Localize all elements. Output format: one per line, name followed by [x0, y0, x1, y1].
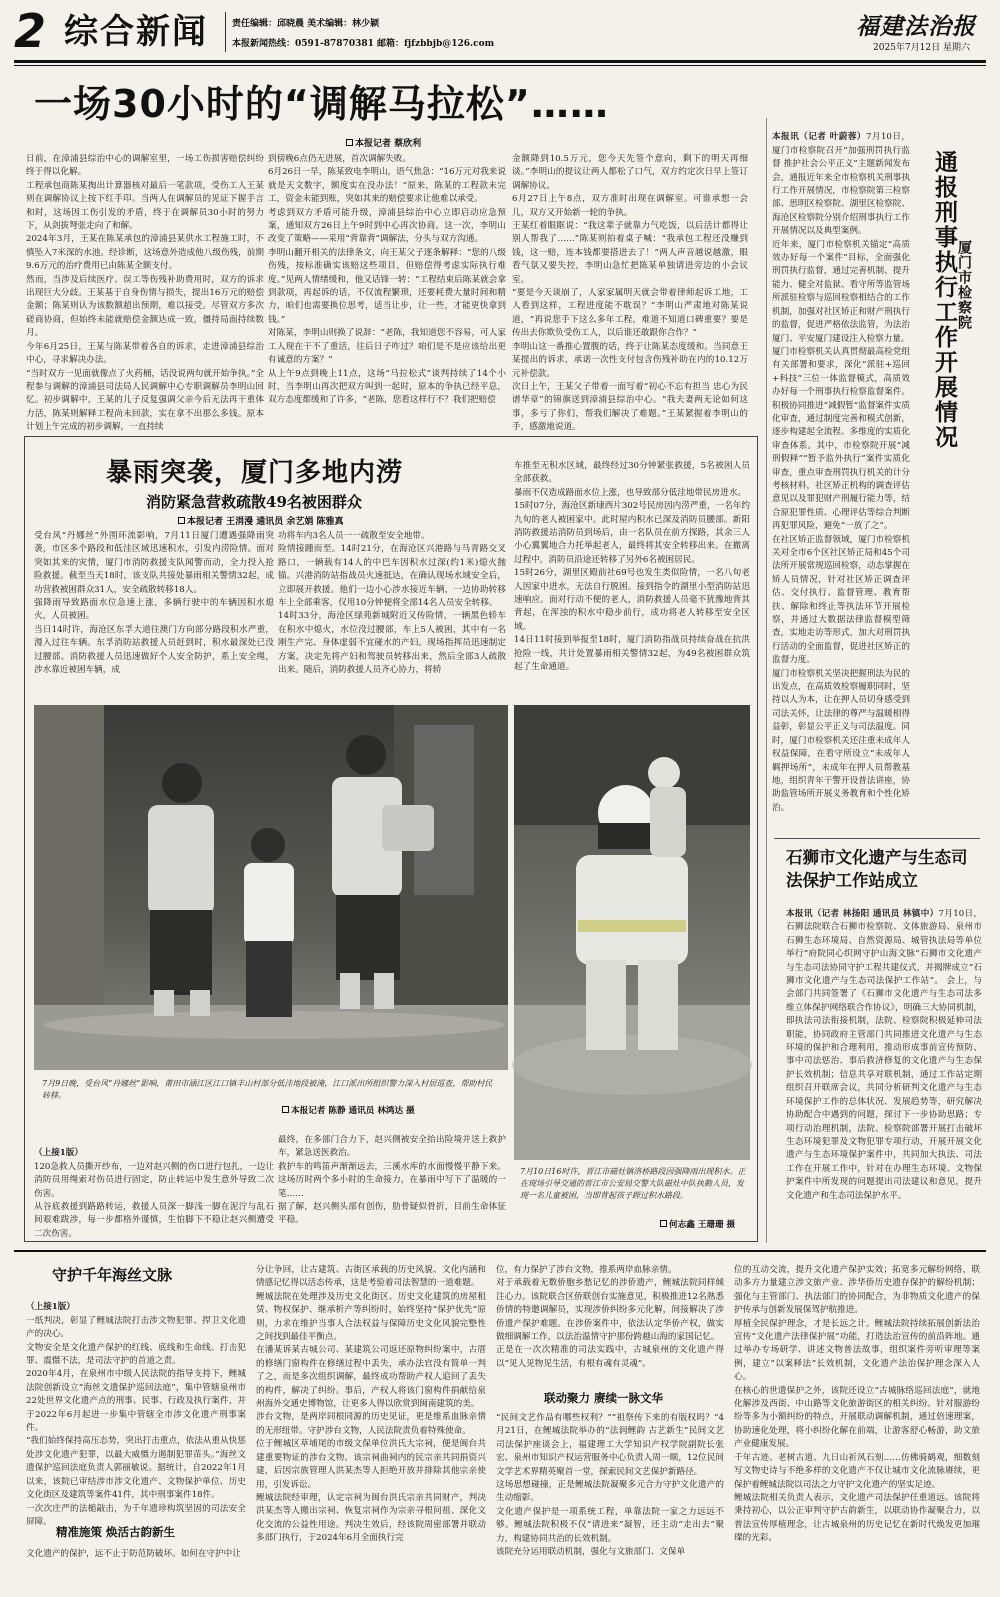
silk-col1-text: 一纸判决，彰显了鲤城法院打击涉文物犯罪、捍卫文化遗产的决心。 文物安全是文化遗产保护的红线、底线和生命线。打击犯罪、震慑不法，是司法守护的首道之责。 2020年4月，在泉州市中级人民法院的指导支持下，鲤城法院创新设立“海丝文遗保护巡回法庭”，集中管辖泉州市22处世界文化遗产点的刑事、民事、行政及执行案件，并于2022年6月起进一步集中管辖全市涉文化遗产刑事案件。 “我们始终保持高压态势，突出打击重点，依法从重从快惩处涉文化遗产犯罪，以最大威慑力遏制犯罪苗头。”海丝文遗保护巡回法庭负责人郭丽敏说。据统计，自2022年1月以来，该院已审结涉市涉文化遗产、文物保护单位、历史文化街区及建筑等案件41件，其中刑事案件18件。 一次次庄严的法槌敲击，为千年遗珍构筑坚固的司法安全屏障。 — [26, 1315, 246, 1527]
issue-date: 2025年7月12日 星期六 — [873, 43, 970, 53]
header-rule-thin — [14, 65, 986, 66]
sidebar1-body: 7月10日，厦门市检察院召开“加强刑罚执行监督 推护社会公平正义”主题新闻发布会，通报近年来全市检察机关刑事执行工作开展情况，市检察院第三检察部、思明区检察院、湖里区检察院、海沧区检察院分别介绍刑事执行工作开展情况以及典型案例。 近年来，厦门市检察机关锚定“高质效办好每一个案件”目标，全面强化刑罚执行监督，通过完善机制、提升能力、健全对监狱、看守所等监管场所派驻检察与巡回检察相结合的工作机制，加强对社区矫正和财产刑执行的监督，促进严格依法监管，为法治厦门、平安厦门建设注入检察力量。 厦门市检察机关认真贯彻最高检党组有关部署和要求，深化“派驻+巡回+科技”三位一体监督模式，高质效办好每一个刑事执行检察监督案件。积极协同推进“减假暂”监督案件实质化审查，通过制度完善和模式创新，逐步构建起全流程、多维度的实质化审查体系。其中，市检察院开展“减刑假释”“暂予监外执行”案件实质化审查，重点审查刑罚执行机关的计分考核材料，社区矫正机构的调查评估意见以及罪犯财产刑履行能力等，结合原犯罪性质、心理评估等综合判断再犯罪风险，避免“一放了之”。 在社区矫正监督领域，厦门市检察机关对全市6个区社区矫正局和45个司法所开展常规巡回检察，动态掌握在矫人员情况，针对社区矫正调查评估、交付执行、监督管理、教育帮扶、解除和终止等执法环节开展检察，并通过大数据法律监督模型筛查，实地走访等形式，加大对刑罚执行活动的全面监督，促进社区矫正的监督力度。 厦门市检察机关坚决把握刑法为民的出发点，在高质效检察履职同时，坚持以人为本，让在押人员切身感受到司法关怀，让法律的尊严与温暖相得益彰，彰显公平正义与司法温度。同时，厦门市检察机关还注重未成年人权益保障，在看守所设立“未成年人羁押场所”，未成年在押人员帮教基地，组织青年干警开设普法讲座，协助监管场所开展义务教育和个性化矫治。 — [772, 132, 911, 813]
stone-byline: 本报讯（记者 林扬阳 通讯员 林镇中） — [786, 909, 939, 919]
lead-col1: 日前，在漳浦县综治中心的调解室里，一场工伤损害赔偿纠纷终于得以化解。 工程承包商陈某掏出计算器核对最后一笔款项，受伤工人王某则在调解协议上按下红手印。当两人在调解员的见证下握手言和时，这场因工伤引发的矛盾，终于在调解员30小时的努力下，从剑拔弩张走向了和解。 2024年3月，王某在陈某承包的漳浦县某供水工程施工时，不慎坠入7米深的水池。经诊断，这场意外造成他八级伤残，前期9.6万元的治疗费用已由陈某全额支付。 然而，当涉及后续医疗、误工等伤残补助费用时，双方的诉求出现巨大分歧。王某基于自身伤情与损失，提出16万元的赔偿金额；陈某则认为该数额超出预期，难以接受。尽管双方多次磋商协商，但始终未能就赔偿金额达成一致，僵持局面持续数月。 今年6月25日，王某与陈某带着各自的诉求，走进漳浦县综治中心，寻求解决办法。 “当时双方一见面就像点了火药桶，话没说两句就开始争执。”全程参与调解的漳浦县司法局人民调解中心专职调解员李明山回忆。初步调解中，王某的儿子反复强调父亲今后无法再干重体力活，陈某则解释工程尚未回款，实在拿不出那么多钱。原本计划上午完成的初步调解，一直持续 — [26, 154, 264, 433]
sidebar1-text — [772, 118, 911, 813]
silk-col2: 分让争回，让古建筑、古街区承载的历史风貌、文化内涵和情感记忆得以活态传承，这是考验着司法智慧的一道难题。 鲤城法院在处理涉及历史文化街区、历史文化建筑的房屋租赁、物权保护、继承析产等纠纷时，始终坚持“保护优先”原则，力求在维护当事人合法权益与保障历史文化风貌完整性之间找到最佳平衡点。 在潘某诉某古城公司、某建筑公司返还原物纠纷案中，古厝的修缮门窗构件在修缮过程中丢失，承办法官没有简单一判了之，而是多次组织调解，最终成功帮助产权人追回了丢失的构件，解决了纠纷。事后，产权人将该门窗构件捐献给泉州海外交通史博物馆，让更多人得以欣赏到闽南建筑的美。 涉台文物，是两岸同根同源的历史见证，更是维系血脉亲情的无形纽带。守护涉台文物，人民法院责负着特殊使命。 位于鲤城区草埔尾的市级文保单位洪氏大宗祠，便是闽台共建重要物证的涉台文物。该宗祠曲祠内的民宗亲共同捐资兴建，后因宗族管理人洪某杰等人拒绝开放并排除其他宗亲使用，引发诉讼。 鲤城法院经审理，认定宗祠为闽台洪氏宗亲共同财产，判决洪某杰等人搬出宗祠、恢复宗祠作为宗亲寻根问祖、深化文化交流的公益性用途。判决生效后，经该院周密部署并联动多部门执行，于2024年6月全面执行完 — [256, 1265, 486, 1544]
silk-col1b: 文化遗产的保护，远不止于防范防破坏。如何在守护中让 — [26, 1549, 241, 1559]
lead-col3: 金额降到10.5万元，您今天先签个意向，剩下的明天再细谈。”李明山的提议让两人都松了口气，双方约定次日早上签订调解协议。 6月27日上午8点，双方准时出现在调解室。可谁承想一会儿，双方又开始新一轮的争执。 王某红着眼眶说：“我这辈子就靠力气吃饭，以后活计都得让别人帮我了……”陈某则拍着桌子喊：“我承包工程还没赚到钱，这一赔，连本钱都要搭进去了！”两人声音越说越激，眼看气氛又要失控，李明山急忙把陈某单独请进旁边的小会议室。 “要是今天谈崩了，人家家属明天就会带着律师起诉工地，工人看到这样，工程进度能不耽误？”李明山严肃地对陈某说道，“再说您手下这么多年工程，难道不知道口碑重要？要是传出去你欺负受伤工人，以后谁还敢跟你合作？” 李明山这一番推心置腹的话，终于让陈某态度缓和。当同意王某提出的诉求，承诺一次性支付包含伤残补助在内的10.12万元补偿款。 次日上午，王某父子带着一面写着“初心不忘有担当 忠心为民谱华章”的锦旗送到漳浦县综治中心。“我夫妻两无论如何这事，多亏了你们，帮我们解决了难题。”王某紧握着李明山的手，感激地说道。 — [512, 154, 748, 433]
byline-box-icon — [660, 1220, 667, 1227]
continued-col1 — [34, 1134, 274, 1239]
photo2-credit — [660, 1218, 735, 1230]
lead-byline-text: 本报记者 蔡欣利 — [355, 139, 422, 149]
silk-col4: 位的互动交流，提升文化遗产保护实效；拓宽多元解纷网络，联动多方力量建立涉文旅产业、涉华侨历史遗存保护的解纷机制；强化与主管部门、执法部门的协同配合，为非物质文化遗产的保护传承与创新发展保驾护航推进。 厚植全民保护理念，才是长远之计。鲤城法院持续拓展创新法治宣传“文化遗产法律保护展”功能，打造法治宣传的前沿阵地。通过举办专场研学、讲述文物普法故事，组织案件旁听审理等案例，建立“以案释法”长效机制，文化遗产法治保护理念深入人心。 在核心的世遗保护之外，该院还设立“古城脉络巡回法庭”，就地化解涉及西街、中山路等文化旅游街区的相关纠纷。针对服游纷纷等多为小额纠纷的特点，开展联动调解机制，通过倍速理案，协助速化处理，将小纠纷化解在前端，让游客舒心畅游，助文旅产业健康发展。 千年古迹、老树古道、九日山祈风石刻……仿佛骑鹤观，细数刻写文物史诗与不绝多样的文化遗产不仅让城市文化流脉赓续，更保护着鲤城法院以司法之力守护文化遗产的坚实足迹。 鲤城法院相关负责人表示，文化遗产司法保护任重道远。该院将秉持初心，以公正审判守护古韵新生，以联动协作凝聚合力，以普法宣传厚植理念，让古城泉州的历史记忆在新时代焕发更加璀璨的光彩。 — [734, 1265, 980, 1544]
masthead-logo: 福建法治报 — [856, 13, 976, 40]
contact-line: 本报新闻热线：0591-87870381 邮箱：fjfzbbjb@126.com — [232, 39, 495, 49]
flood-col3: 车推至无积水区域，最终经过30分钟紧张救援，5名被困人员全部获救。 暴雨不仅造成路面水位上涨，也导致部分低洼地带民房进水。 15时07分，海沧区新埭西片302号民房因内涝严重，一名年约九旬的老人被困家中。此时屋内积水已深及消防员腰部。新阳消防救援站消防员到场后，由一名队员在前方探路，其余三人小心翼翼地合力托举起老人，最终将其安全转移出来。在撤离过程中，消防员沿途还转移了另外6名被困居民。 15时26分，湖里区殿前社69号也发生类似险情，一名八旬老人因家中进水，无法自行脱困。接到指令的湖里小型消防站迅速响应。面对行动不便的老人，消防救援人员毫不犹豫地背其背起，在浑浊的积水中稳步前行，成功将老人转移至安全区域。 14日11时接到举报至18时，厦门消防指战员持续奋战在抗洪抢险一线，共计处置暴雨相关警情32起，为49名被困群众筑起了生命通道。 — [514, 461, 750, 673]
flood-col2: 功将车内3名人员一一疏散至安全地带。 险情接踵而至。14时21分，在海沧区兴港路与马青路交叉路口，一辆载有14人的中巴车因积水过深(约1米)熄火抛锚。兴港消防站指战员火速抵达，在确认现场水域安全后，立即展开救援。他们一边小心涉水接近车辆，一边协助转移车上全部乘客，仅用10分钟便将全部14名人员安全转移。 14时33分，海沧区绿苑新城附近又传险情，一辆黑色轿车在积水中熄火，水位没过腰部，车上5人被困，其中有一名刚生产完、身体虚弱不宜碰水的产妇。现场指挥员迅速制定方案，决定先将产妇和驾驶员转移出来，然后全部3人疏散出来。随后，消防救援人员齐心协力，将轿 — [278, 531, 506, 676]
lead-col2: 到傍晚6点仍无进展，首次调解失败。 6月26日一早，陈某致电李明山，语气焦急：“16万元对我来说就是天文数字，额度实在没办法！”原来，陈某的工程款未完工，资金未能到账，突如其来的赔偿要求让他难以承受。 考虑到双方矛盾可能升级，漳浦县综治中心立即启动应急预案，通知双方26日上午9时到中心再次协商。这一次，李明山改变了策略——采用“背靠背”调解法，分头与双方沟通。 李明山翻开相关的法律条文，向王某父子逐条解释：“您的八级伤残，按标准确实该赔这些项目，但赔偿得考虑实际执行难度。”见两人情绪缓和，他又话锋一转：“工程结束后陈某就会拿到款项，再起诉的话，不仅流程繁琐，还要耗费大量时间和精力，咱们也需要换位思考，适当让步，让一些，才能更快拿到钱。” 对陈某，李明山则换了说辞：“老陈，我知道您不容易，可人家工人现在干不了重活，往后日子咋过？咱们是不是应该给出更有诚意的方案？” 从上午9点到晚上11点，这场“马拉松式”谈判持续了14个小时，当李明山再次把双方叫到一起时，原本的争执已经平息，双方态度都缓和了许多，“老陈，您看这样行不？我们把赔偿 — [268, 154, 506, 406]
byline-box-icon — [346, 139, 353, 146]
silk-col3: 位，有力保护了涉台文物，推系两岸血脉亲情。 对于承载着无数侨胞乡愁记忆的涉侨遗产，鲤城法院同样倾注心力。该院联合区侨联创台实施意见，积极推进12名熟悉侨情的特邀调解员，实现涉侨纠纷多元化解，间接解决了涉侨遗产保护难题。在涉侨案件中，依法认定华侨产权，做实做细调解工作，以法治温情守护那份跨越山海的家国记忆。 正是在一次次精准的司法实践中，古城泉州的文化遗产得以“见人见物见生活，有根有魂有灵魂”。 — [496, 1265, 724, 1369]
flood-headline: 暴雨突袭，厦门多地内涝 — [106, 458, 404, 488]
byline-box-icon — [282, 1106, 289, 1113]
photo2-illustration — [514, 705, 750, 1160]
photo1-credit-text: 本报记者 陈静 通讯员 林鸿达 摄 — [291, 1106, 415, 1116]
photo-police-helping-villager — [34, 705, 508, 1070]
editors-line: 责任编辑：邱晓晨 美术编辑：林少颖 — [232, 19, 380, 29]
sidebar1-subhead: 厦门市检察院 — [956, 240, 972, 330]
bottom-rule — [14, 1250, 986, 1252]
sidebar-divider — [766, 118, 767, 1243]
section-title: 综合新闻 — [64, 12, 208, 52]
silk-tag: （上接1版） — [26, 1302, 75, 1313]
silk-subhead2: 联动聚力 赓续一脉文华 — [544, 1391, 664, 1405]
flood-subhead: 消防紧急营救疏散49名被困群众 — [146, 493, 362, 511]
photo1-credit — [282, 1104, 415, 1116]
masthead-bar — [0, 0, 1000, 64]
photo2-credit-text: 何志鑫 王珊珊 摄 — [669, 1220, 736, 1230]
stone-body: 7月10日，石狮法院联合石狮市检察院、文体旅游局、泉州市石狮生态环境局、自然资源局、城管执法局等单位举行“府院同心织网守护山海文脉”石狮市文化遗产与生态司法协同守护工程共建仪式，并揭牌成立“石狮市文化遗产与生态司法保护工作站”。 会上，与会部门共同签署了《石狮市文化遗产与生态司法多维立体保护网络联合作协议》，明确三大协同机制，即执法司法衔接机制，法院、检察院积极延伸司法职能，协同政府主管部门共同推进文化遗产与生态环境的保护和合理利用，推动形成事前宣传预防、事中司法惩治、事后救济修复的文化遗产与生态保护长效机制；信息共享对联机制，通过工作站定期组织召开联席会议，共同分析研判文化遗产与生态环境保护工作的总体状况、发展趋势等，研究解决协助配合中遇到的问题，探讨下一步协助思路；专项行动治理机制，法院、检察院部署开展打击破坏生态环境犯罪及文物犯罪专项行动，开展开展文化遗产与生态环境保护案件中，共同加大执法、司法工作在开展工作中，针对在办理生态环境、文物保护案件中所发现的问题提出司法建议和意见，提升文化遗产和生态司法保护水平。 — [786, 909, 982, 1201]
stone-headline: 石狮市文化遗产与生态司法保护工作站成立 — [786, 848, 968, 890]
silk-subhead: 精准施策 焕活古韵新生 — [56, 1525, 176, 1539]
continued-tag: （上接1版） — [34, 1148, 83, 1159]
lead-headline: 一场30小时的“调解马拉松”…… — [34, 82, 609, 126]
page-number: 2 — [14, 4, 47, 58]
lead-byline — [346, 136, 421, 149]
stone-text — [786, 908, 982, 1242]
flood-byline — [178, 514, 344, 527]
byline-box-icon — [178, 517, 185, 524]
silk-headline: 守护千年海丝文脉 — [52, 1266, 173, 1284]
stone-top-rule — [774, 838, 980, 839]
photo-officer-carrying-child — [514, 705, 750, 1160]
silk-col3b: “民间文艺作品有哪些权利？”“祖祭传下来的有版权吗？”4月21日，在鲤城法院举办的“法润鲤韵 古艺新生”民间文艺司法保护座谈会上，福建理工大学知识产权学院副院长张宏、泉州市知识产权运营服务中心负责人周一顺，12位民间文学艺术界精英聚首一堂，探索民间文艺保护新路径。 这场思想碰撞，正是鲤城法院凝聚多元合力守护文化遗产的生动缩影。 文化遗产保护是一项系统工程，单靠法院一家之力远远不够。鲤城法院积极不仅“请进来”凝智，还主动“走出去”聚力，构建协同共治的长效机制。 该院充分运用联动机制，强化与文旅部门、文保单 — [496, 1413, 724, 1558]
header-rule — [14, 60, 986, 63]
sidebar1-byline: 本报讯（记者 叶蔚蓉） — [772, 132, 866, 143]
sidebar1-text-lower — [786, 720, 980, 834]
photo2-caption: 7月10日16时许，晋江市磁灶镇洛桥路段因强降雨出现积水。正在现场引导交通的晋江市公安局交警大队磁灶中队执勤人员，发现一名儿童被困，当即背起孩子蹚过积水路段。 — [520, 1167, 746, 1200]
continued-col1-text: 120急救人员撕开纱布，一边对赵兴侧的伤口进行包扎，一边让消防员用绳索对伤员进行固定，防止转运中发生意外导致二次伤害。 从谷底救援到路路转运，救援人员深一脚浅一脚在泥泞与乱石间艰难跋涉，每一步都格外谨慎，生怕脚下不稳让赵兴侧遭受二次伤害。 — [34, 1161, 274, 1239]
photo1-illustration — [34, 705, 508, 1070]
photo1-caption: 7月9日晚，受台风“丹娜丝”影响，莆田市涵江区江口镇丰山村部分低洼地段被淹，江口派出所组织警力深入村居巡查，帮助村民转移。 — [42, 1079, 493, 1100]
sidebar1-headline: 通报刑事执行工作开展情况 — [931, 150, 958, 450]
flood-byline-text: 本报记者 王涓漫 通讯员 余艺娟 陈雅真 — [187, 517, 344, 527]
flood-col1: 受台风“丹娜丝”外围环流影响，7月11日厦门遭遇强降雨突袭，市区多个路段和低洼区域迅速积水，引发内涝险情。面对突如其来的灾情，厦门市消防救援支队闻警而动，全力投入抢险救援。截至当天18时，该支队共接处暴雨相关警情32起，成功营救被困群众31人，安全疏散转移18人。 强降雨导致路面水位急速上涨，多辆行驶中的车辆因积水熄火，人员被困。 当日14时许，海沧区东孚大道往澳门方向部分路段积水严重，漫入过往车辆。东孚消防站救援人员赶到时，积水最深处已没过腰部。消防救援人员迅速做好个人安全防护，系上安全绳，涉水靠近被困车辆，成 — [34, 531, 274, 676]
continued-col2: 最终，在多部门合力下，赵兴侧被安全抬出险境并送上救护车，紧急送医救治。 救护车的鸣笛声渐渐远去，三溪水库的水面慢慢平静下来。这场历时两个多小时的生命接力，在暴雨中写下了温暖的一笔…… 据了解，赵兴侧头部有创伤，肋骨疑似骨折，目前生命体征平稳。 — [278, 1135, 506, 1226]
section-divider — [225, 12, 226, 52]
silk-col1 — [26, 1288, 246, 1527]
